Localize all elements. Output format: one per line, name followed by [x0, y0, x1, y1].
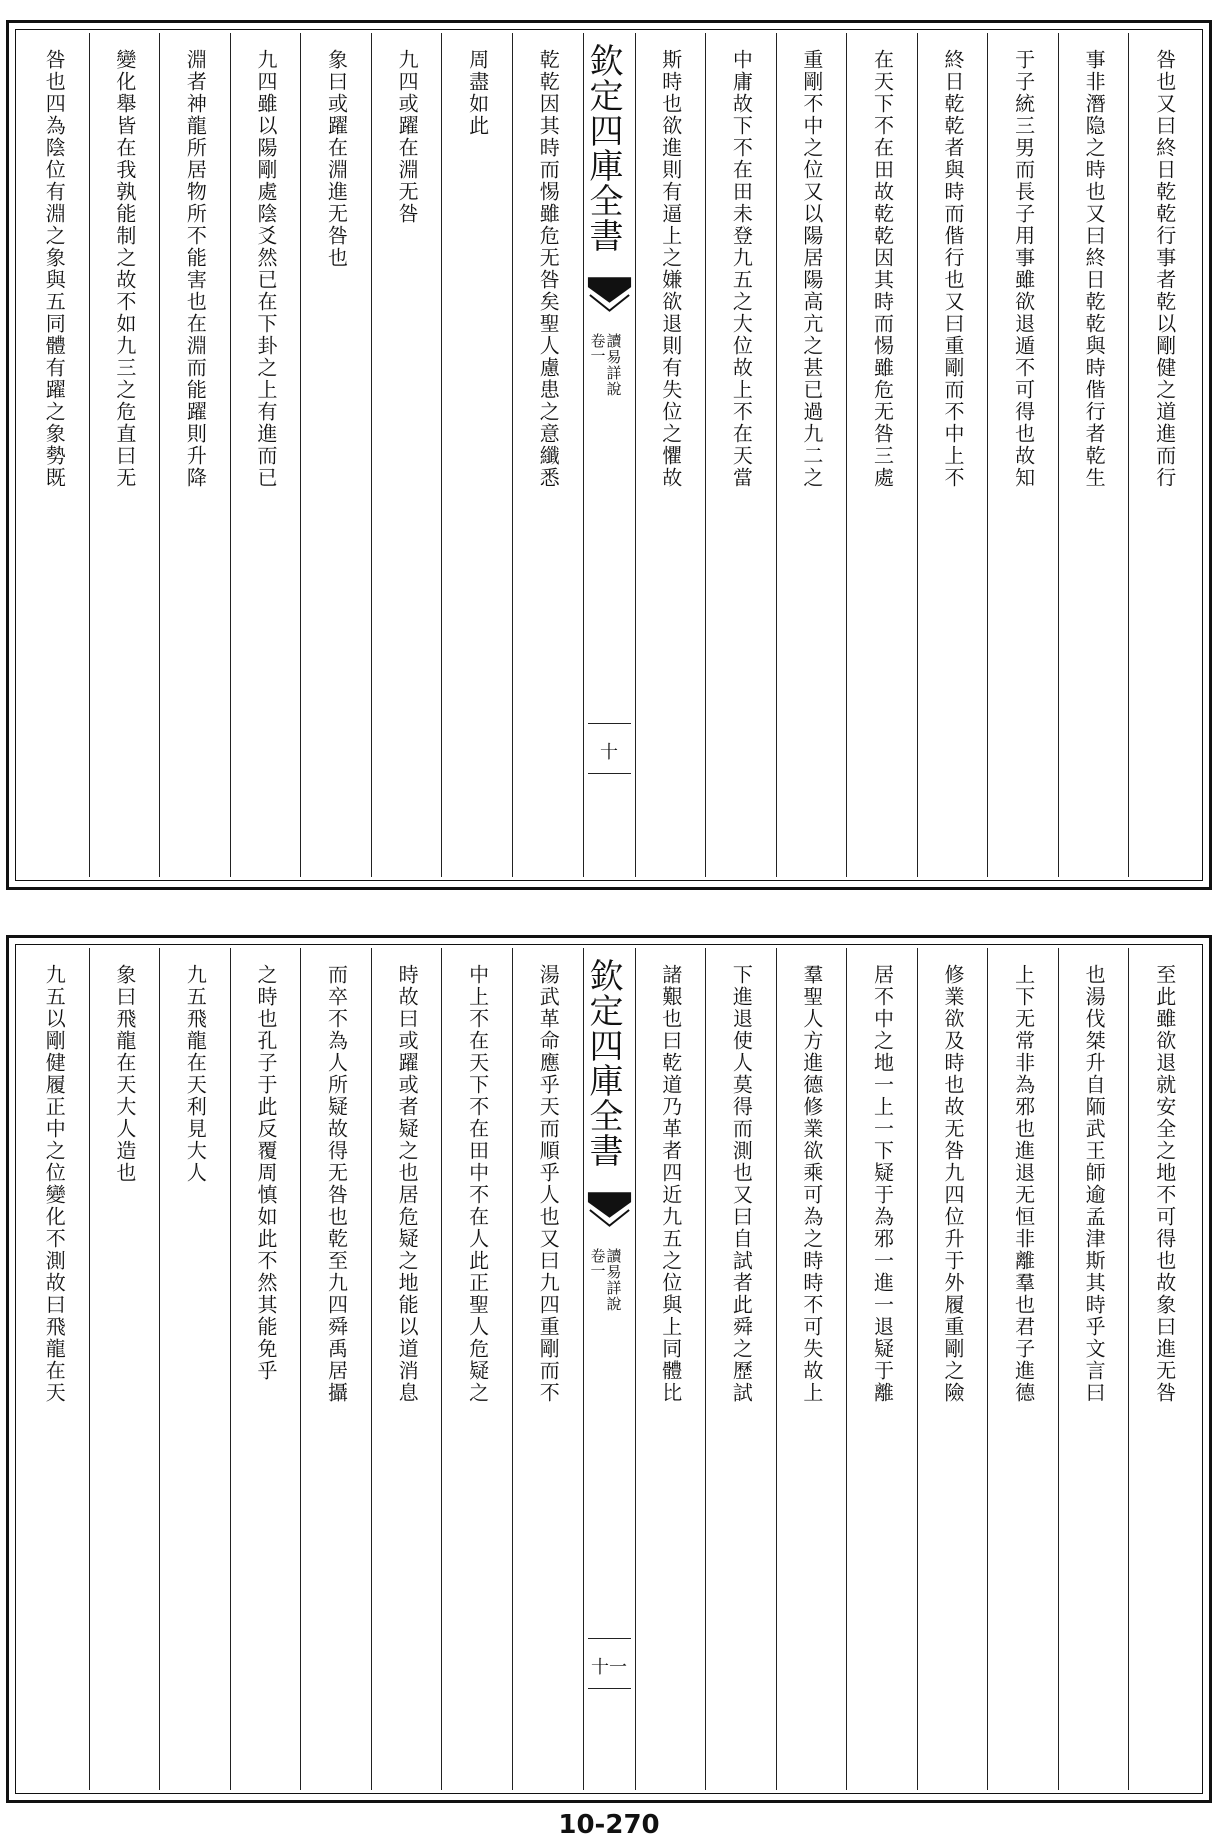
fold-page-number: 十: [600, 742, 618, 763]
text-column: [776, 33, 847, 877]
column-text: 周盡如此: [465, 49, 490, 137]
text-column: [635, 33, 706, 877]
column-text: 之時也孔子于此反覆周慎如此不然其能免乎: [253, 964, 278, 1382]
bottom-page: [6, 935, 1212, 1803]
fold-divider: [588, 773, 631, 774]
text-column: [512, 33, 583, 877]
fold-volume: 卷一: [588, 333, 607, 363]
text-column: [1128, 948, 1199, 1790]
column-text: 九五飛龍在天利見大人: [183, 964, 208, 1184]
text-column: [230, 33, 301, 877]
column-text: 湯武革命應乎天而順乎人也又曰九四重剛而不: [536, 964, 561, 1404]
column-text: 象曰或躍在淵進无咎也: [324, 49, 349, 269]
text-column: [917, 33, 988, 877]
text-column: [846, 33, 917, 877]
column-text: 終日乾乾者與時而偕行也又曰重剛而不中上不: [941, 49, 966, 489]
column-text: 變化舉皆在我孰能制之故不如九三之危直曰无: [112, 49, 137, 489]
column-text: 九四或躍在淵无咎: [395, 49, 420, 225]
text-column: [230, 948, 301, 1790]
column-text: 羣聖人方進德修業欲乘可為之時時不可失故上: [799, 964, 824, 1404]
text-column: [441, 948, 512, 1790]
column-text: 事非潛隐之時也又曰終日乾乾與時偕行者乾生: [1082, 49, 1107, 489]
column-text: 也湯伐桀升自陑武王師逾孟津斯其時乎文言曰: [1082, 964, 1107, 1404]
fold-volume: 卷一: [588, 1248, 607, 1278]
text-column: [441, 33, 512, 877]
column-text: 斯時也欲進則有逼上之嫌欲退則有失位之懼故: [658, 49, 683, 489]
text-column: [705, 948, 776, 1790]
text-column: [300, 948, 371, 1790]
column-text: 淵者神龍所居物所不能害也在淵而能躍則升降: [183, 49, 208, 489]
text-column: [705, 33, 776, 877]
column-text: 中庸故下不在田未登九五之大位故上不在天當: [729, 49, 754, 489]
text-columns: [19, 33, 1199, 877]
column-text: 九四雖以陽剛處陰爻然已在下卦之上有進而已: [253, 49, 278, 489]
fold-divider: [588, 723, 631, 724]
column-text: 時故曰或躍或者疑之也居危疑之地能以道消息: [395, 964, 420, 1404]
top-page: [6, 20, 1212, 890]
text-column: [987, 33, 1058, 877]
text-column: [1128, 33, 1199, 877]
fish-tail-mark: [584, 1188, 635, 1228]
text-column: [89, 948, 160, 1790]
column-text: 至此雖欲退就安全之地不可得也故象曰進无咎: [1152, 964, 1177, 1404]
text-column: [159, 33, 230, 877]
fish-tail-mark: [584, 273, 635, 313]
text-column: [917, 948, 988, 1790]
fold-title: 欽定四庫全書: [583, 43, 623, 253]
column-text: 在天下不在田故乾乾因其時而惕雖危无咎三處: [870, 49, 895, 489]
column-text: 下進退使人莫得而測也又曰自試者此舜之歷試: [729, 964, 754, 1404]
column-text: 重剛不中之位又以陽居陽高亢之甚已過九二之: [799, 49, 824, 489]
column-text: 居不中之地一上一下疑于為邪一進一退疑于離: [870, 964, 895, 1404]
fold-divider: [588, 1638, 631, 1639]
text-column: [19, 33, 89, 877]
text-columns: [19, 948, 1199, 1790]
column-text: 咎也又曰終日乾乾行事者乾以剛健之道進而行: [1152, 49, 1177, 489]
fold-book-title: 讀易詳說: [604, 1248, 623, 1312]
column-text: 修業欲及時也故无咎九四位升于外履重剛之險: [941, 964, 966, 1404]
column-text: 而卒不為人所疑故得无咎也乾至九四舜禹居攝: [324, 964, 349, 1404]
text-column: [846, 948, 917, 1790]
column-text: 中上不在天下不在田中不在人此正聖人危疑之: [465, 964, 490, 1404]
column-text: 于子統三男而長子用事雖欲退遁不可得也故知: [1011, 49, 1036, 489]
column-text: 九五以剛健履正中之位變化不測故曰飛龍在天: [42, 964, 67, 1404]
text-column: [159, 948, 230, 1790]
text-column: [371, 948, 442, 1790]
fold-book-title: 讀易詳說: [604, 333, 623, 397]
text-column: [1058, 33, 1129, 877]
text-column: [512, 948, 583, 1790]
page-footer-number: 10-270: [558, 1810, 660, 1840]
fish-tail-icon: [584, 273, 635, 313]
text-column: [776, 948, 847, 1790]
fold-title: 欽定四庫全書: [583, 958, 623, 1168]
text-column: [987, 948, 1058, 1790]
column-text: 咎也四為陰位有淵之象與五同體有躍之象勢既: [42, 49, 67, 489]
column-text: 上下无常非為邪也進退无恒非離羣也君子進德: [1011, 964, 1036, 1404]
text-column: [635, 948, 706, 1790]
text-column: [89, 33, 160, 877]
column-text: 象曰飛龍在天大人造也: [112, 964, 137, 1184]
text-column: [1058, 948, 1129, 1790]
column-text: 諸艱也曰乾道乃革者四近九五之位與上同體比: [658, 964, 683, 1404]
text-column: [19, 948, 89, 1790]
column-text: 乾乾因其時而惕雖危无咎矣聖人慮患之意纖悉: [536, 49, 561, 489]
text-column: [300, 33, 371, 877]
text-column: [371, 33, 442, 877]
fish-tail-icon: [584, 1188, 635, 1228]
fold-page-number: 十一: [591, 1657, 627, 1678]
center-fold: [583, 33, 635, 877]
fold-divider: [588, 1688, 631, 1689]
center-fold: [583, 948, 635, 1790]
